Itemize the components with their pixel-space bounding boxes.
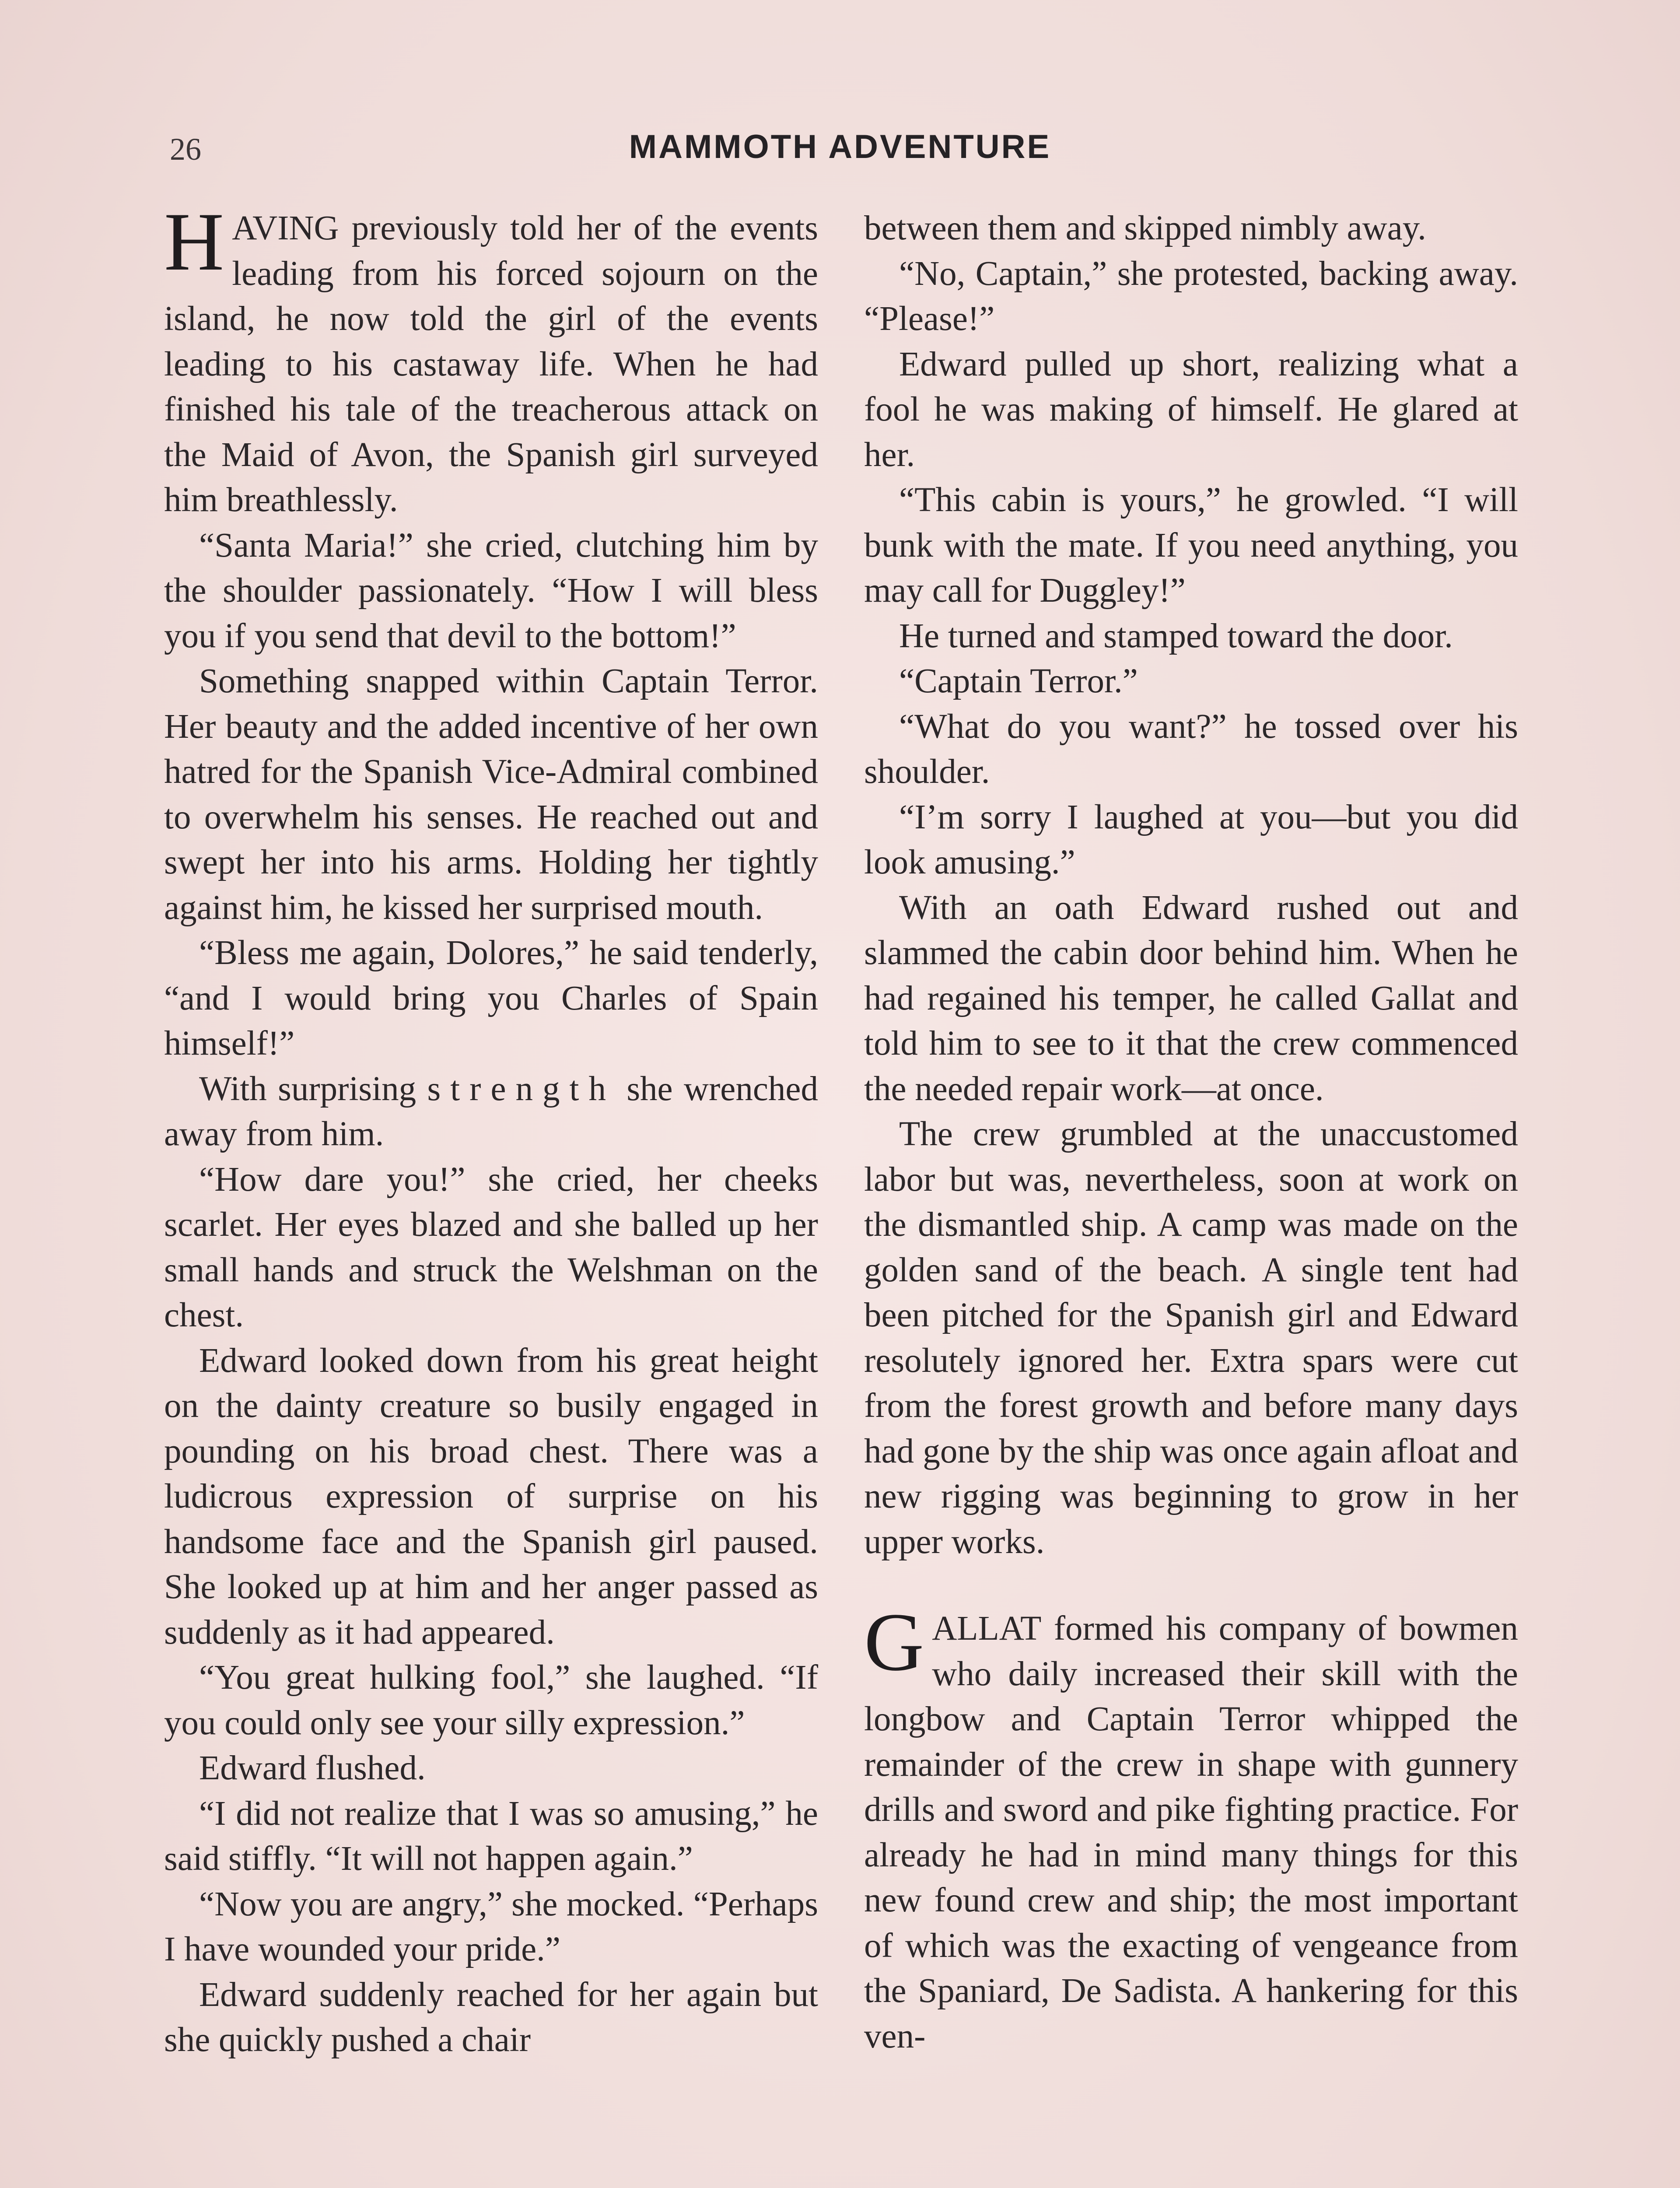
paragraph-text: formed his company of bowmen who daily increased their skill with the longbow and Captain Terror whipped the remainder of the crew in shape with gunnery drills and sword and pike fighting practice. For already he had in mind many things for this new found crew and ship; the most important of which was the exacting of vengeance from the Spaniard, De Sadista. A hankering for this ven- xyxy=(864,1609,1518,2055)
paragraph: Edward pulled up short, realizing what a fool he was making of himself. He glared at her. xyxy=(864,345,1518,474)
paragraph: “This cabin is yours,” he growled. “I will bunk with the mate. If you need anything, you may call for Duggley!” xyxy=(864,481,1518,610)
opening-paragraph xyxy=(164,196,818,523)
paragraph: “How dare you!” she cried, her cheeks scarlet. Her eyes blazed and she balled up her small hands and struck the Welshman on the chest. xyxy=(164,1160,818,1334)
paragraph: Edward flushed. xyxy=(199,1749,426,1787)
paragraph: “No, Captain,” she protested, backing away. “Please!” xyxy=(864,254,1518,338)
paragraph: “I did not realize that I was so amusing,” he said stiffly. “It will not happen again.” xyxy=(164,1794,818,1878)
drop-cap: G xyxy=(864,1596,924,1688)
paragraph: “Now you are angry,” she mocked. “Perhaps I have wounded your pride.” xyxy=(164,1885,818,1968)
section-opening-paragraph xyxy=(864,1596,1518,2059)
paragraph: He turned and stamped toward the door. xyxy=(899,617,1453,655)
page-header xyxy=(162,128,1518,180)
lead-in-smallcaps: ALLAT xyxy=(932,1609,1042,1648)
paragraph: “Bless me again, Dolores,” he said tenderly, “and I would bring you Charles of Spain himself!” xyxy=(164,934,818,1062)
paragraph-text: previously told her of the events leading from his forced sojourn on the island, he now told the girl of the events leading to his castaway life. When he had finished his tale of the treacherous attack on the Maid of Avon, the Spanish girl surveyed him breathlessly. xyxy=(164,209,818,519)
paragraph: “Santa Maria!” she cried, clutching him by the shoulder passionately. “How I will bless you if you send that devil to the bottom!” xyxy=(164,526,818,655)
paragraph: Edward looked down from his great height on the dainty creature so busily engaged in pounding on his broad chest. There was a ludicrous expression of surprise on his handsome face and the Spanish girl paused. She looked up at him and her anger passed as suddenly as it had appeared. xyxy=(164,1341,818,1652)
right-column xyxy=(864,206,1518,2059)
drop-cap: H xyxy=(164,196,224,288)
paragraph: “What do you want?” he tossed over his shoulder. xyxy=(864,707,1518,791)
paragraph-text: she wrenched away from him. xyxy=(164,1069,818,1153)
paragraph-text: With surprising xyxy=(199,1069,427,1108)
paragraph: Edward suddenly reached for her again but she quickly pushed a chair xyxy=(164,1975,818,2059)
paragraph: With an oath Edward rushed out and slammed the cabin door behind him. When he had regained his temper, he called Gallat and told him to see to it that the crew commenced the needed repair work—at once. xyxy=(864,888,1518,1108)
paragraph: “I’m sorry I laughed at you—but you did look amusing.” xyxy=(864,798,1518,881)
letterspaced-word: strength xyxy=(427,1069,616,1108)
paragraph: “Captain Terror.” xyxy=(899,662,1138,700)
paragraph: “You great hulking fool,” she laughed. “If you could only see your silly expression.” xyxy=(164,1659,818,1742)
paragraph xyxy=(164,1066,818,1157)
paragraph: between them and skipped nimbly away. xyxy=(864,209,1426,247)
page-number: 26 xyxy=(170,132,201,167)
running-title: MAMMOTH ADVENTURE xyxy=(629,128,1051,165)
lead-in-smallcaps: AVING xyxy=(232,209,339,247)
paragraph: The crew grumbled at the unaccustomed labor but was, nevertheless, soon at work on the dismantled ship. A camp was made on the golden sand of the beach. A single tent had been pitched for the Spanish girl and Edward resolutely ignored her. Extra spars were cut from the forest growth and before many days had gone by the ship was once again afloat and new rigging was beginning to grow in her upper works. xyxy=(864,1115,1518,1561)
paragraph: Something snapped within Captain Terror. Her beauty and the added incentive of her own hatred for the Spanish Vice-Admiral combined to overwhelm his senses. He reached out and swept her into his arms. Holding her tightly against him, he kissed her surprised mouth. xyxy=(164,662,818,927)
left-column xyxy=(164,196,818,2063)
